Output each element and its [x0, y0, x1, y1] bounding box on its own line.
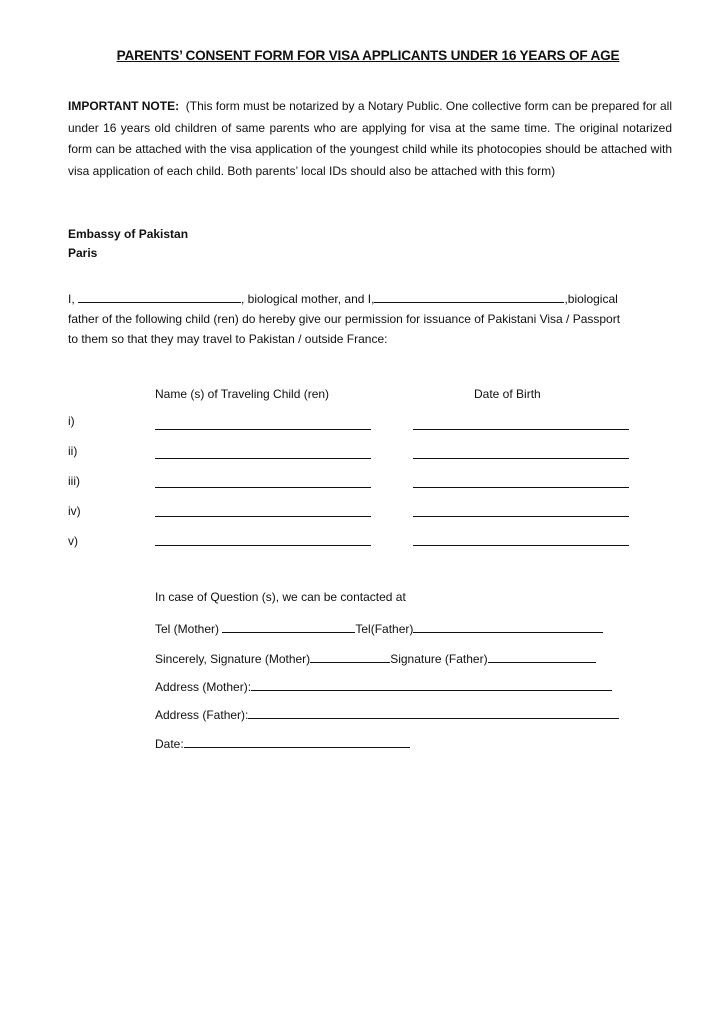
address-father-label: Address (Father):: [155, 708, 249, 722]
date-field[interactable]: [184, 735, 410, 748]
tel-father-field[interactable]: [413, 620, 603, 633]
consent-text-mother: , biological mother, and I,: [241, 292, 375, 306]
child-dob-field-1[interactable]: [413, 429, 629, 430]
important-note-text: (This form must be notarized by a Notary Public. One collective form can be prepared for all under 16 years old children of same parents who are applying for visa at the same time. The original notarized form can be attached with the visa application of the youngest child while its photocopies should be attached with visa application of each child. Both parents’ local IDs should also be attached with this form): [68, 99, 672, 178]
address-mother-field[interactable]: [251, 678, 612, 691]
child-dob-field-4[interactable]: [413, 516, 629, 517]
child-row-label: v): [68, 534, 78, 548]
consent-line-2: father of the following child (ren) do hereby give our permission for issuance of Pakistani Visa / Passport: [68, 312, 621, 326]
mother-name-field[interactable]: [78, 290, 241, 303]
contact-question: In case of Question (s), we can be contacted at: [155, 590, 406, 604]
address-father-row: [155, 706, 619, 722]
important-note-label: IMPORTANT NOTE:: [68, 99, 180, 113]
signature-mother-field[interactable]: [310, 650, 390, 663]
date-label: Date:: [155, 737, 184, 751]
important-note: [68, 96, 672, 182]
child-name-field-4[interactable]: [155, 516, 371, 517]
child-row-label: iv): [68, 504, 81, 518]
child-name-field-3[interactable]: [155, 487, 371, 488]
child-dob-field-3[interactable]: [413, 487, 629, 488]
form-title: PARENTS’ CONSENT FORM FOR VISA APPLICANTS UNDER 16 YEARS OF AGE: [116, 48, 620, 63]
child-name-field-1[interactable]: [155, 429, 371, 430]
tel-mother-label: Tel (Mother): [155, 622, 220, 636]
tel-mother-field[interactable]: [222, 620, 355, 633]
signature-father-field[interactable]: [488, 650, 596, 663]
address-father-field[interactable]: [248, 706, 619, 719]
date-of-birth-header: Date of Birth: [474, 387, 541, 401]
consent-text-father: ,biological: [564, 292, 618, 306]
consent-line-1: [68, 289, 674, 309]
addressee-city: Paris: [68, 246, 98, 260]
child-name-field-5[interactable]: [155, 545, 371, 546]
date-row: [155, 735, 410, 751]
telephone-row: [155, 620, 603, 636]
child-dob-field-5[interactable]: [413, 545, 629, 546]
addressee-embassy: Embassy of Pakistan: [68, 227, 189, 241]
child-name-header: Name (s) of Traveling Child (ren): [155, 387, 330, 401]
signature-row: [155, 650, 596, 666]
signature-father-label: Signature (Father): [390, 652, 488, 666]
child-dob-field-2[interactable]: [413, 458, 629, 459]
consent-line-3: to them so that they may travel to Pakistan / outside France:: [68, 332, 388, 346]
child-name-field-2[interactable]: [155, 458, 371, 459]
address-mother-label: Address (Mother):: [155, 680, 252, 694]
child-row-label: i): [68, 414, 75, 428]
child-row-label: ii): [68, 444, 78, 458]
child-row-label: iii): [68, 474, 80, 488]
father-name-field[interactable]: [374, 290, 564, 303]
consent-statement: [68, 289, 674, 349]
signature-mother-label: Sincerely, Signature (Mother): [155, 652, 311, 666]
address-mother-row: [155, 678, 612, 694]
tel-father-label: Tel(Father): [355, 622, 414, 636]
consent-text-i: I,: [68, 292, 75, 306]
